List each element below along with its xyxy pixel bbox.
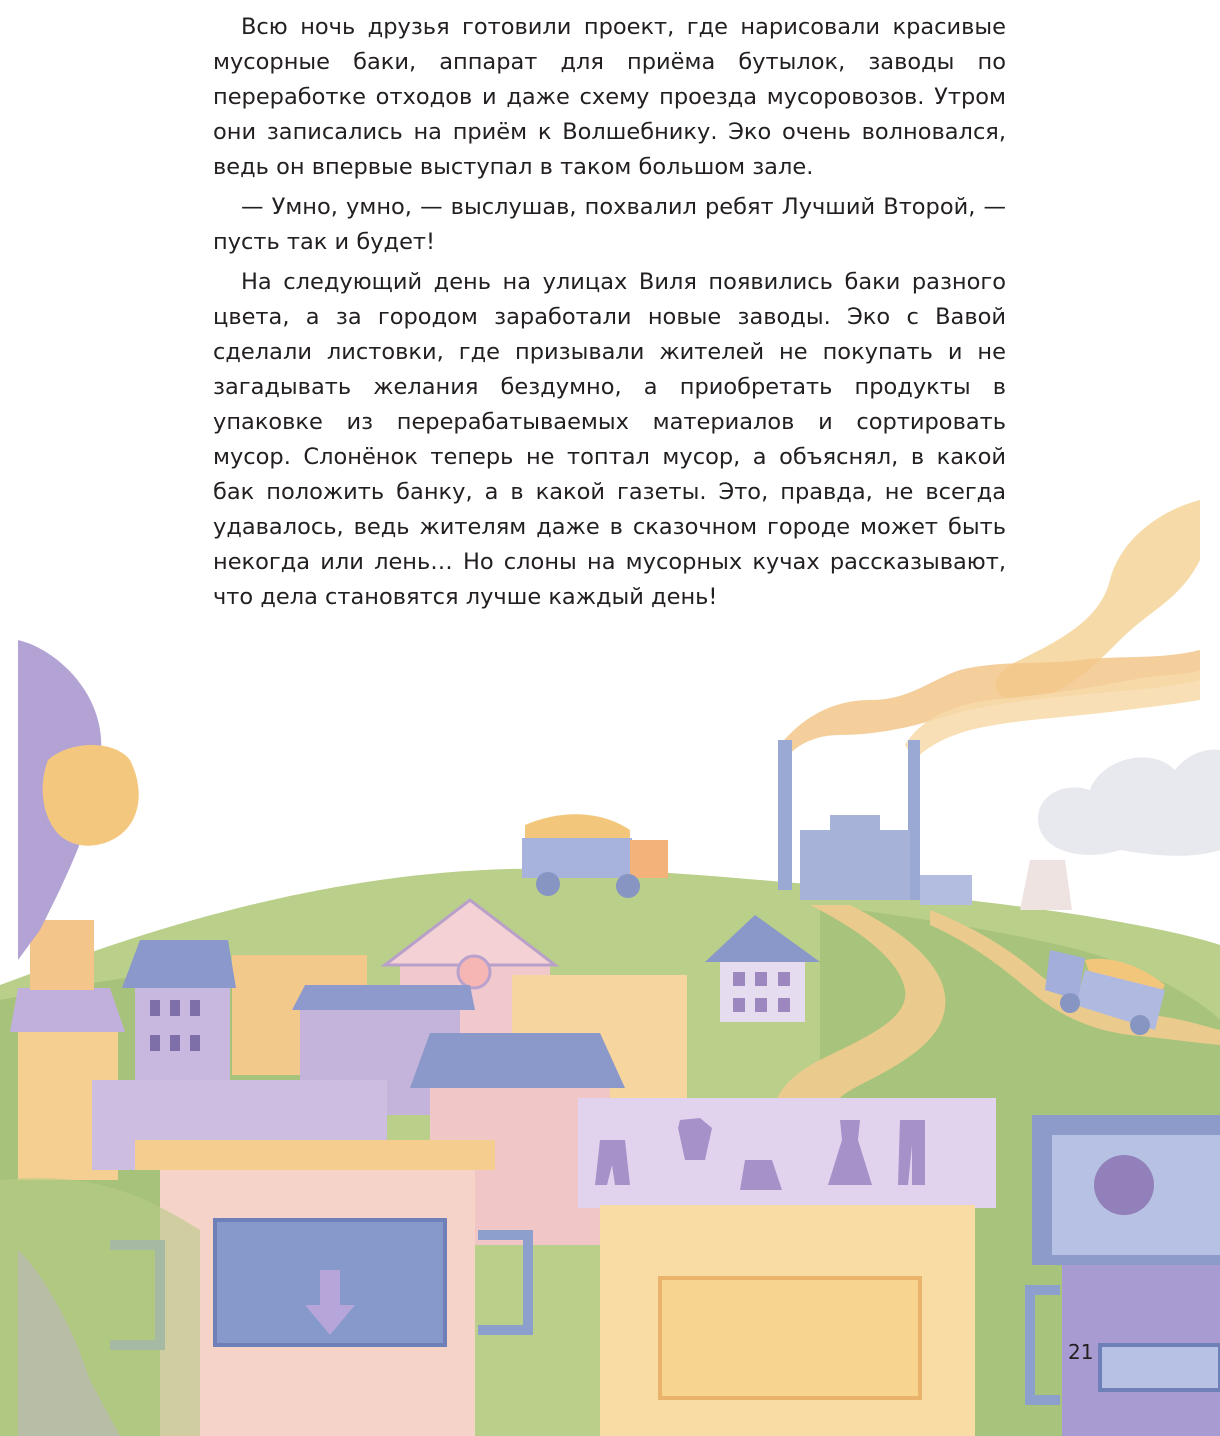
factory-building — [800, 830, 910, 900]
paragraph-2: — Умно, умно, — выслушав, похвалил ребят Лучший Второй, — пусть так и будет! — [213, 194, 1006, 255]
paragraph-3: На следующий день на улицах Виля появились баки разного цвета, а за городом заработали новые заводы. Эко с Вавой сделали листовки, где призывали жителей не покупать и не загадывать желания бездумно, а приобретать продукты в упаковке из перерабатываемых материалов и сортировать мусор. Слонёнок теперь не топтал мусор, а объяснял, в какой бак положить банку, а в какой газеты. Это, правда, не всегда удавалось, ведь жителям даже в сказочном городе может быть некогда или лень… Но слоны на мусорных кучах рассказывают, что дела становятся лучше каждый день! — [213, 269, 1006, 610]
chimney-left — [778, 740, 792, 890]
cooling-tower — [1020, 860, 1072, 910]
paragraph-1: Всю ночь друзья готовили проект, где нарисовали красивые мусорные баки, аппарат для приёма бутылок, заводы по переработке отходов и даже схему проезда мусоровозов. Утром они записались на приём к Волшебнику. Эко очень волновался, ведь он впервые выступал в таком большом зале. — [213, 14, 1006, 180]
factory-top — [830, 815, 880, 835]
foreground-grass — [0, 1178, 200, 1436]
factory-wing — [920, 875, 972, 905]
page-number: 21 — [1068, 1340, 1094, 1364]
story-text — [213, 10, 1006, 620]
yellow-bin — [578, 1098, 996, 1436]
character-hand — [43, 745, 139, 846]
grey-smoke-cloud — [1038, 750, 1220, 856]
